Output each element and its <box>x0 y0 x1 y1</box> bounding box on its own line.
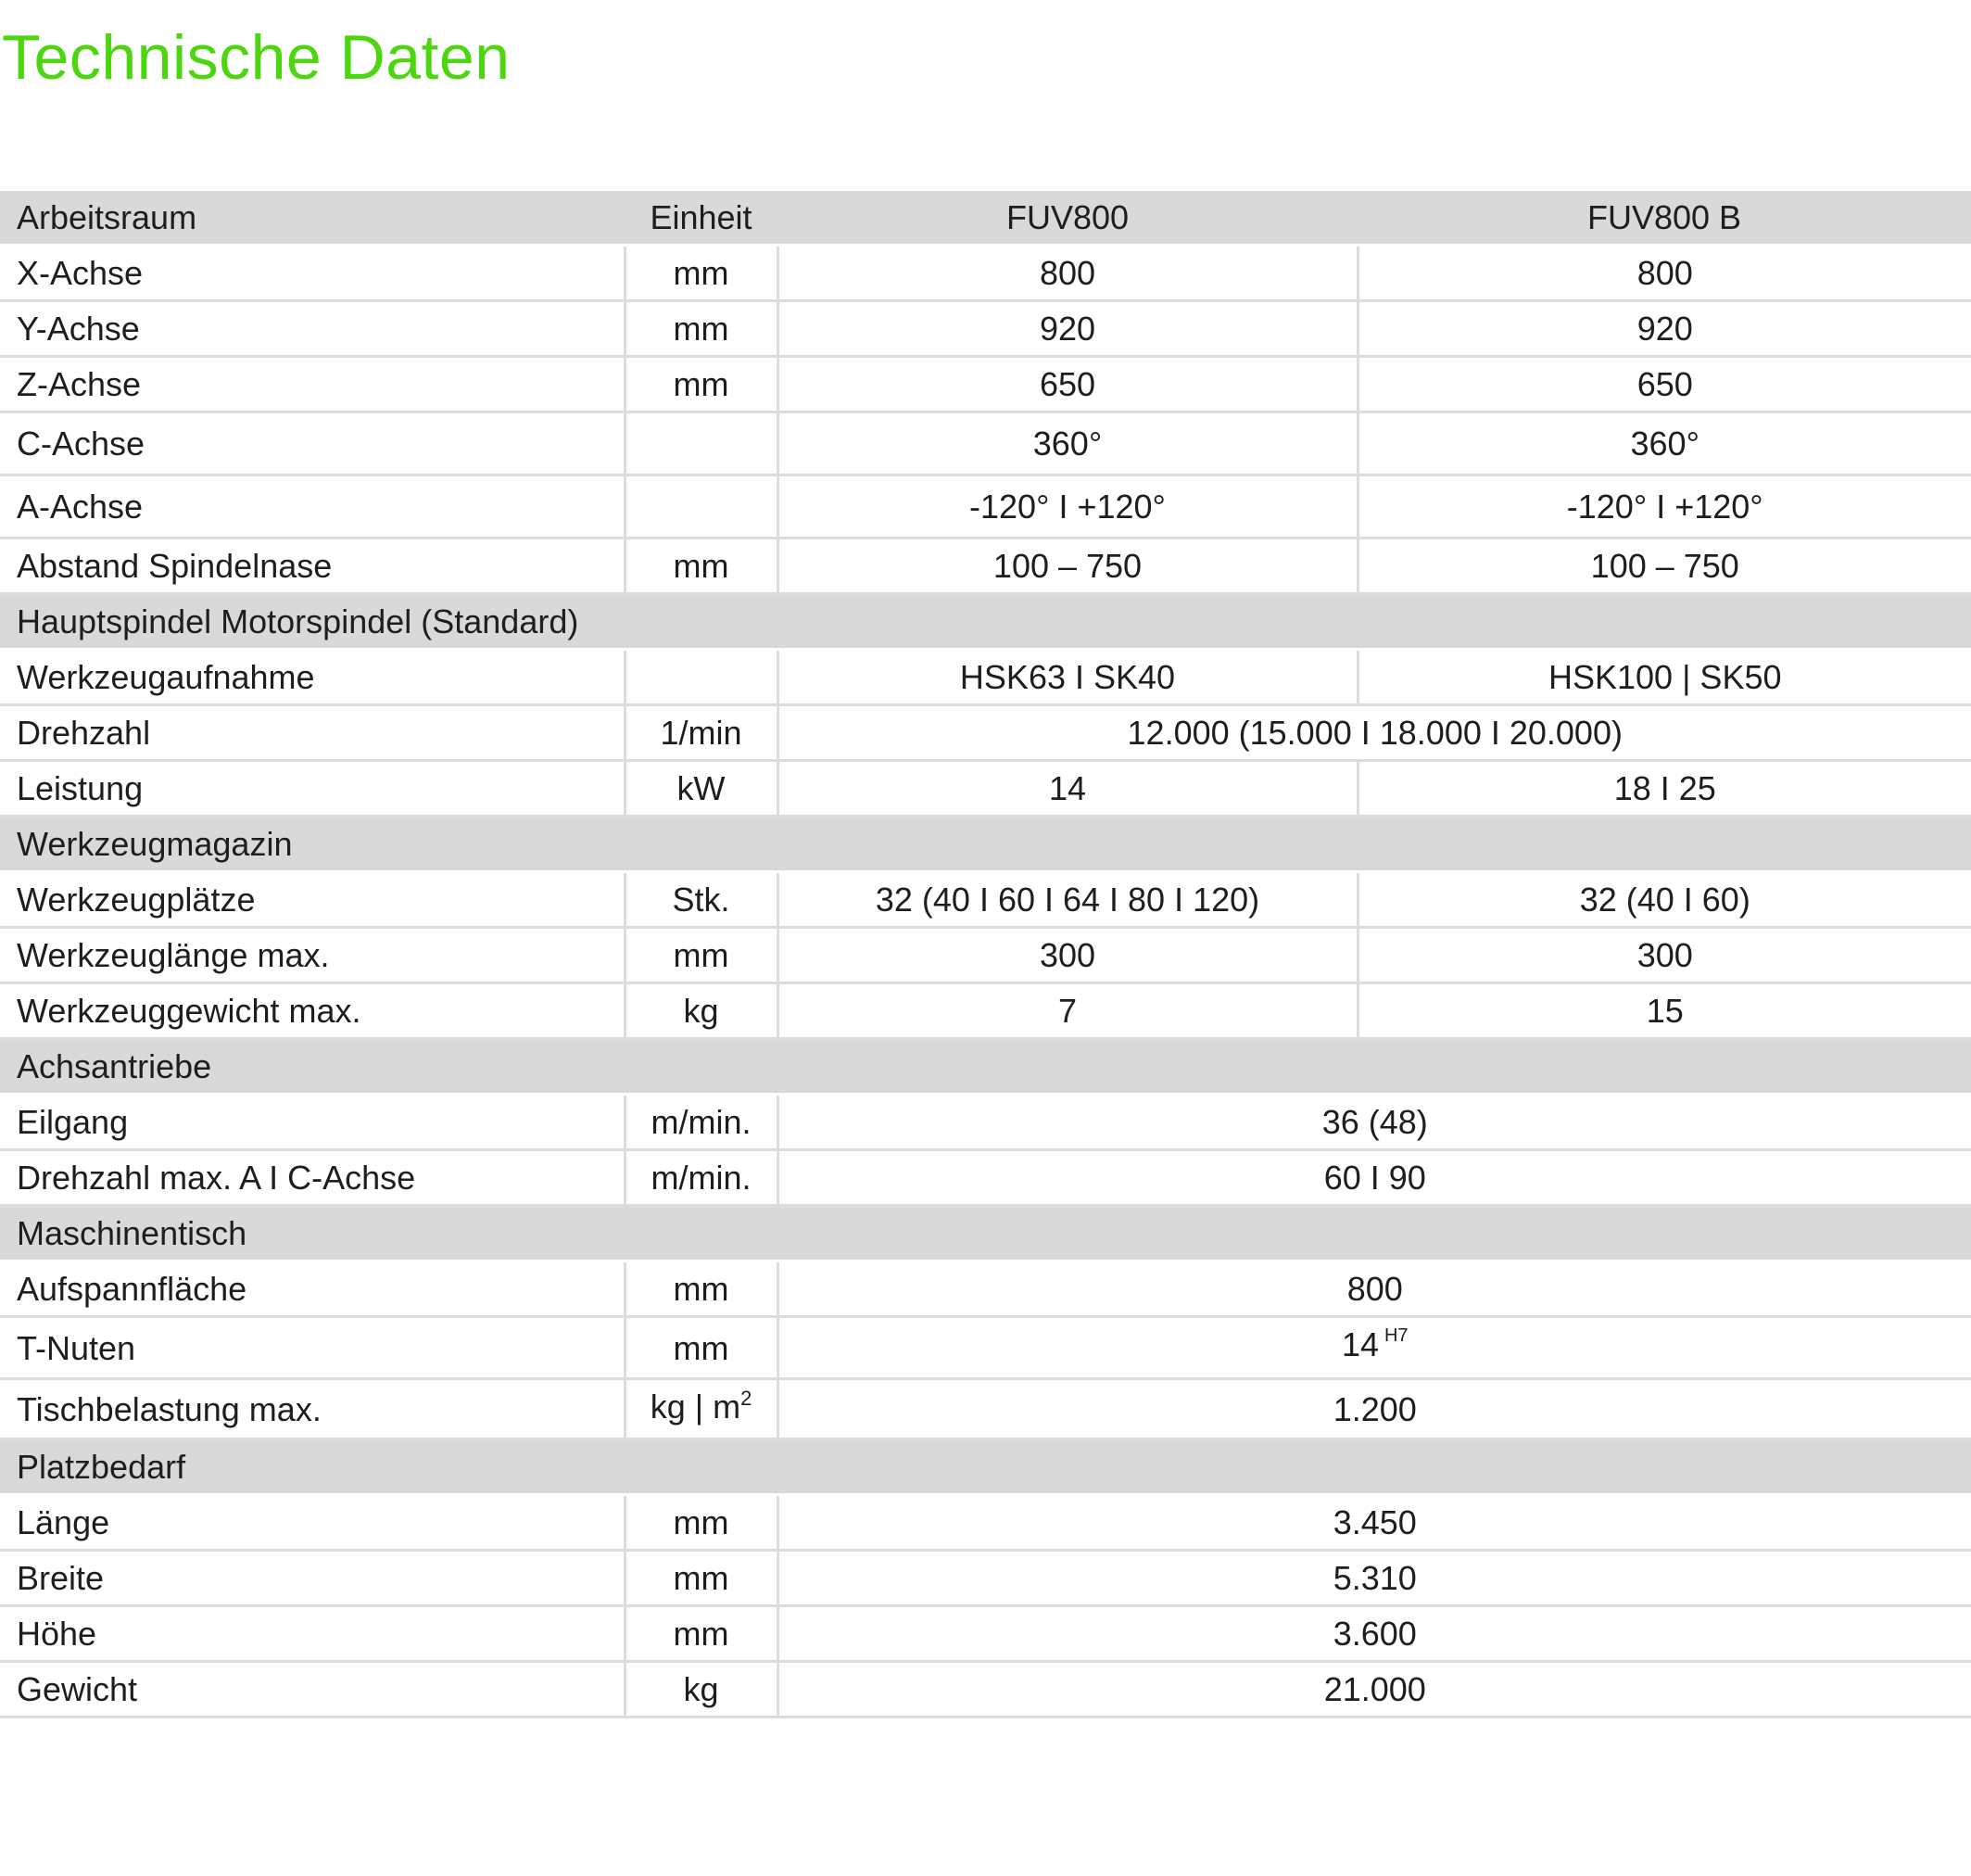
section-row <box>0 817 1971 872</box>
row-value-fuv800: 100 – 750 <box>777 539 1358 594</box>
section-title-arbeitsraum: Arbeitsraum <box>0 191 625 246</box>
row-label: Gewicht <box>0 1662 625 1718</box>
row-value-shared: 60 I 90 <box>777 1150 1971 1206</box>
row-value-fuv800: 920 <box>777 301 1358 357</box>
row-label: Breite <box>0 1551 625 1606</box>
section-row <box>0 1039 1971 1095</box>
row-label: A-Achse <box>0 475 625 539</box>
row-unit <box>625 650 777 705</box>
section-title-hauptspindel: Hauptspindel Motorspindel (Standard) <box>0 594 1971 650</box>
row-value-fuv800: 650 <box>777 357 1358 412</box>
row-unit: kW <box>625 761 777 817</box>
row-value-fuv800: -120° I +120° <box>777 475 1358 539</box>
row-label: Abstand Spindelnase <box>0 539 625 594</box>
row-unit: mm <box>625 357 777 412</box>
row-label: Werkzeugaufnahme <box>0 650 625 705</box>
table-row <box>0 475 1971 539</box>
row-unit <box>625 412 777 475</box>
table-row <box>0 1261 1971 1317</box>
row-value-fuv800b: 300 <box>1358 928 1971 983</box>
row-value-fuv800: 14 <box>777 761 1358 817</box>
row-label: Werkzeugplätze <box>0 872 625 928</box>
table-row <box>0 1606 1971 1662</box>
row-value-shared: 5.310 <box>777 1551 1971 1606</box>
row-value-fuv800: 800 <box>777 246 1358 301</box>
row-label: Eilgang <box>0 1095 625 1150</box>
row-unit: mm <box>625 1606 777 1662</box>
table-row <box>0 872 1971 928</box>
row-label: Höhe <box>0 1606 625 1662</box>
row-value-shared: 3.450 <box>777 1495 1971 1551</box>
row-unit <box>625 1379 777 1439</box>
table-row <box>0 539 1971 594</box>
row-value-shared: 3.600 <box>777 1606 1971 1662</box>
section-title-werkzeugmagazin: Werkzeugmagazin <box>0 817 1971 872</box>
row-unit: mm <box>625 1261 777 1317</box>
table-row <box>0 983 1971 1039</box>
section-row <box>0 1439 1971 1495</box>
row-unit: m/min. <box>625 1095 777 1150</box>
row-value-fuv800: 7 <box>777 983 1358 1039</box>
row-unit: mm <box>625 301 777 357</box>
table-row <box>0 1095 1971 1150</box>
table-row <box>0 1317 1971 1379</box>
row-label: Länge <box>0 1495 625 1551</box>
row-value-fuv800: 360° <box>777 412 1358 475</box>
row-value-fuv800b: 360° <box>1358 412 1971 475</box>
row-label: Tischbelastung max. <box>0 1379 625 1439</box>
table-row <box>0 1551 1971 1606</box>
row-value-fuv800b: 920 <box>1358 301 1971 357</box>
row-unit: kg <box>625 983 777 1039</box>
row-value-fuv800b: 15 <box>1358 983 1971 1039</box>
header-unit: Einheit <box>625 191 777 246</box>
table-header-row <box>0 191 1971 246</box>
row-label: Aufspannfläche <box>0 1261 625 1317</box>
header-fuv800b: FUV800 B <box>1358 191 1971 246</box>
row-unit: 1/min <box>625 705 777 761</box>
table-row <box>0 1495 1971 1551</box>
row-label: Drehzahl max. A I C-Achse <box>0 1150 625 1206</box>
table-row <box>0 1379 1971 1439</box>
row-label: X-Achse <box>0 246 625 301</box>
row-value-fuv800b: -120° I +120° <box>1358 475 1971 539</box>
row-value-fuv800: HSK63 I SK40 <box>777 650 1358 705</box>
row-value-shared: 36 (48) <box>777 1095 1971 1150</box>
row-label: Werkzeuglänge max. <box>0 928 625 983</box>
row-unit: mm <box>625 246 777 301</box>
row-label: Leistung <box>0 761 625 817</box>
row-label: Werkzeuggewicht max. <box>0 983 625 1039</box>
table-row <box>0 1150 1971 1206</box>
table-row <box>0 928 1971 983</box>
row-unit: mm <box>625 1495 777 1551</box>
row-value-fuv800b: 18 I 25 <box>1358 761 1971 817</box>
row-unit: mm <box>625 539 777 594</box>
row-value-shared: 800 <box>777 1261 1971 1317</box>
table-row <box>0 301 1971 357</box>
table-row <box>0 761 1971 817</box>
row-label: Drehzahl <box>0 705 625 761</box>
section-title-platzbedarf: Platzbedarf <box>0 1439 1971 1495</box>
table-row <box>0 357 1971 412</box>
technical-data-table <box>0 191 1971 1718</box>
row-unit: mm <box>625 928 777 983</box>
row-unit: m/min. <box>625 1150 777 1206</box>
table-row <box>0 1662 1971 1718</box>
row-label: T-Nuten <box>0 1317 625 1379</box>
row-unit: mm <box>625 1317 777 1379</box>
table-row <box>0 246 1971 301</box>
section-title-achsantriebe: Achsantriebe <box>0 1039 1971 1095</box>
table-row <box>0 705 1971 761</box>
header-fuv800: FUV800 <box>777 191 1358 246</box>
row-unit: kg <box>625 1662 777 1718</box>
row-value-fuv800b: 100 – 750 <box>1358 539 1971 594</box>
row-value-shared: 1.200 <box>777 1379 1971 1439</box>
tolerance-superscript: H7 <box>1383 1325 1409 1346</box>
row-value-fuv800: 32 (40 I 60 I 64 I 80 I 120) <box>777 872 1358 928</box>
section-row <box>0 1206 1971 1261</box>
unit-superscript: 2 <box>740 1387 752 1410</box>
value-text: 14 <box>1341 1325 1379 1363</box>
row-value-fuv800b: 650 <box>1358 357 1971 412</box>
page-title: Technische Daten <box>2 22 511 93</box>
row-value-shared <box>777 1317 1971 1379</box>
row-value-fuv800b: 800 <box>1358 246 1971 301</box>
row-unit <box>625 475 777 539</box>
row-unit: Stk. <box>625 872 777 928</box>
row-value-shared: 21.000 <box>777 1662 1971 1718</box>
row-value-fuv800b: HSK100 | SK50 <box>1358 650 1971 705</box>
row-label: Z-Achse <box>0 357 625 412</box>
unit-text: kg | m <box>650 1388 741 1426</box>
row-unit: mm <box>625 1551 777 1606</box>
table-row <box>0 650 1971 705</box>
row-value-fuv800b: 32 (40 I 60) <box>1358 872 1971 928</box>
section-title-maschinentisch: Maschinentisch <box>0 1206 1971 1261</box>
row-value-fuv800: 300 <box>777 928 1358 983</box>
table-row <box>0 412 1971 475</box>
row-label: Y-Achse <box>0 301 625 357</box>
row-label: C-Achse <box>0 412 625 475</box>
section-row <box>0 594 1971 650</box>
row-value-shared: 12.000 (15.000 I 18.000 I 20.000) <box>777 705 1971 761</box>
